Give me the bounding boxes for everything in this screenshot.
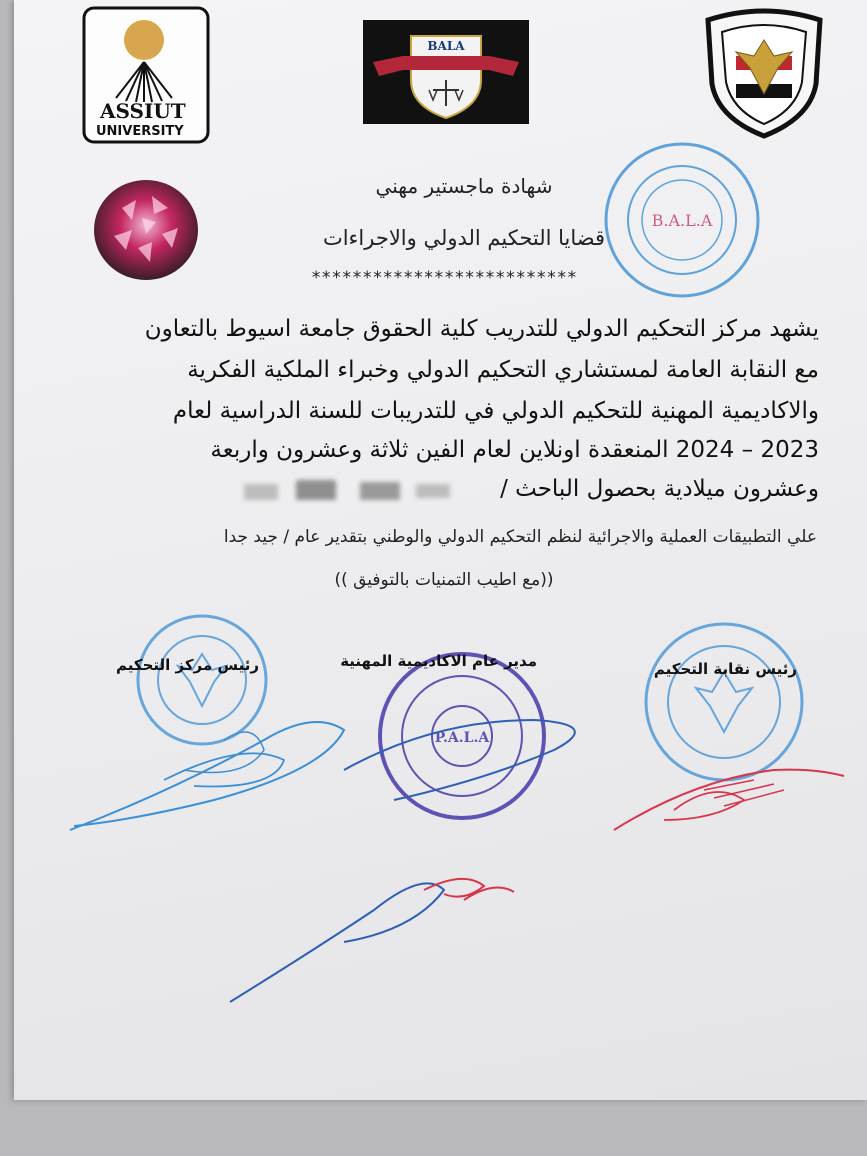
grade-line: علي التطبيقات العملية والاجرائية لنظم التحكيم الدولي والوطني بتقدير عام / جيد جدا [223, 527, 817, 547]
signature-title-left: رئيس مركز التحكيم [115, 656, 259, 674]
bala-logo [363, 20, 529, 124]
signature-title-right: رئيس نقابة التحكيم [653, 660, 797, 678]
body-line-5: وعشرون ميلادية بحصول الباحث / [500, 476, 819, 502]
signature-title-middle: مدير عام الاكاديمية المهنية [340, 652, 537, 670]
wishes-line: ((مع اطيب التمنيات بالتوفيق )) [334, 570, 554, 590]
body-line-2: مع النقابة العامة لمستشاري التحكيم الدولي وخبراء الملكية الفكرية [187, 357, 819, 383]
certificate-paper [14, 0, 867, 1100]
body-line-3: والاكاديمية المهنية للتحكيم الدولي في للتدريبات للسنة الدراسية لعام [172, 398, 819, 424]
assiut-university-logo [82, 6, 210, 144]
eagle-shield-logo [700, 6, 828, 140]
assiut-logo-text-top: ASSIUT [100, 99, 186, 123]
assiut-logo-text-bottom: UNIVERSITY [96, 124, 184, 139]
body-line-4: 2023 – 2024 المنعقدة اونلاين لعام الفين ثلاثة وعشرون واربعة [210, 437, 819, 463]
handwritten-signatures [14, 680, 867, 1020]
bala-stamp [602, 140, 762, 300]
bala-logo-text: BALA [427, 39, 465, 53]
certificate-subtitle: قضايا التحكيم الدولي والاجراءات [322, 226, 606, 250]
certificate-title: شهادة ماجستير مهني [375, 174, 553, 198]
bala-stamp-text: B.A.L.A [651, 211, 713, 230]
body-line-1: يشهد مركز التحكيم الدولي للتدريب كلية الحقوق جامعة اسيوط بالتعاون [144, 316, 819, 342]
redacted-name [240, 478, 466, 504]
pala-stamp-text: P.A.L.A [434, 730, 490, 746]
title-separator: ************************** [310, 268, 578, 288]
hologram-sticker [92, 178, 200, 282]
